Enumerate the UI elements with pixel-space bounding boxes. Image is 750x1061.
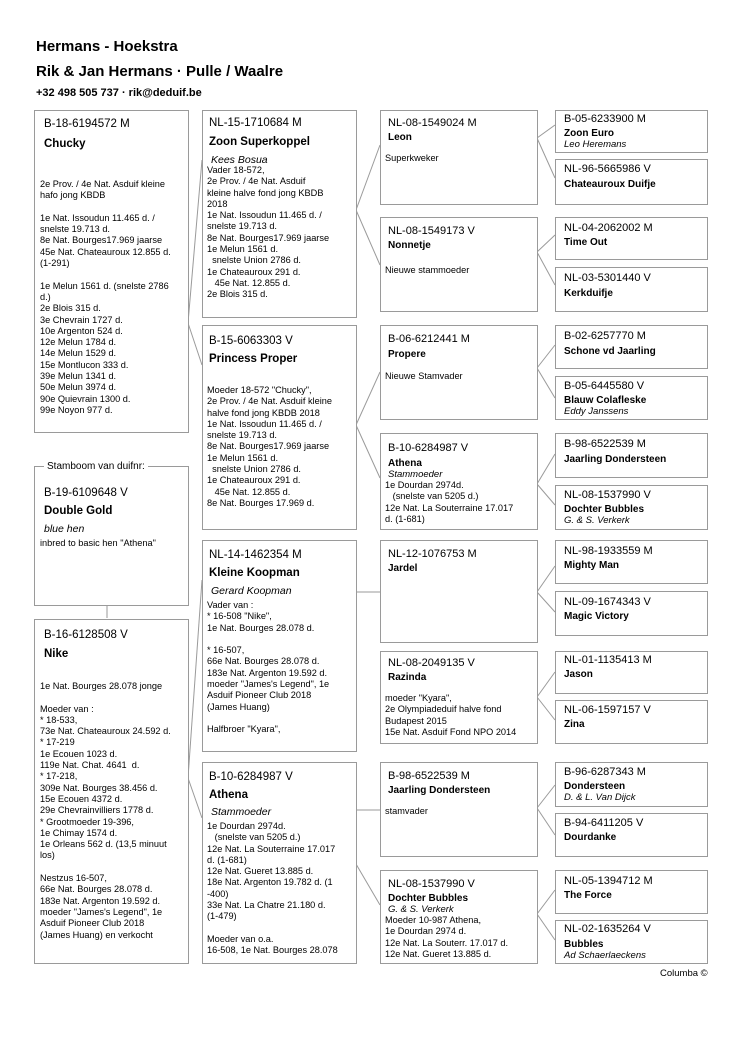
ring-number: NL-14-1462354 M (209, 549, 302, 561)
ring-number: NL-08-1549024 M (388, 117, 477, 129)
connector-line (537, 368, 555, 398)
stamboom-note: inbred to basic hen "Athena" (40, 538, 156, 548)
gen3-card[interactable] (555, 813, 708, 857)
pigeon-name: Nonnetje (388, 240, 431, 251)
pigeon-name: Dourdanke (564, 832, 617, 843)
ring-number: B-02-6257770 M (564, 330, 646, 342)
pigeon-name: Jaarling Dondersteen (564, 454, 667, 465)
stamboom-card[interactable] (34, 466, 189, 606)
connector-line (537, 914, 555, 940)
subject-name: Chucky (44, 138, 86, 150)
footer-credit: Columba © (660, 968, 708, 979)
pigeon-name: Razinda (388, 672, 427, 683)
pigeon-name: Zoon Euro (564, 128, 614, 139)
stamboom-ring-number: B-19-6109648 V (44, 487, 128, 499)
pigeon-name: Schone vd Jaarling (564, 346, 656, 357)
pigeon-results: Nieuwe Stamvader (385, 371, 463, 381)
connector-line (537, 235, 555, 252)
gen3-card[interactable] (555, 159, 708, 205)
subject-card[interactable] (34, 110, 189, 433)
page-subtitle: Rik & Jan Hermans · Pulle / Waalre (36, 63, 284, 80)
gen2-card[interactable] (380, 651, 538, 744)
breeder-name: Gerard Koopman (211, 585, 292, 597)
pigeon-name: Chateauroux Duifje (564, 179, 656, 190)
pigeon-name: Princess Proper (209, 353, 298, 365)
pigeon-results: Nieuwe stammoeder (385, 265, 470, 275)
pigeon-results: Superkweker (385, 153, 439, 163)
gen3-card[interactable] (555, 217, 708, 260)
breeder-name: Stammoeder (388, 469, 443, 480)
connector-line (188, 778, 202, 818)
pigeon-name: The Force (564, 890, 612, 901)
connector-line (537, 890, 555, 914)
ring-number: B-06-6212441 M (388, 333, 470, 345)
breeder-name: Stammoeder (211, 806, 272, 818)
gen2-card[interactable] (380, 110, 538, 205)
gen3-card[interactable] (555, 591, 708, 636)
connector-line (356, 864, 380, 905)
connector-line (537, 785, 555, 808)
pigeon-name: Kleine Koopman (209, 567, 300, 579)
pigeon-name: Athena (209, 789, 248, 801)
ring-number: NL-08-2049135 V (388, 657, 475, 669)
ring-number: NL-09-1674343 V (564, 596, 651, 608)
breeder-name: G. & S. Verkerk (564, 515, 630, 526)
pigeon-name: Jason (564, 669, 593, 680)
pigeon-name: Athena (388, 458, 422, 469)
pigeon-name: Kerkduifje (564, 288, 613, 299)
pigeon-results: 1e Dourdan 2974d. (snelste van 5205 d.) 12e Nat. La Souterraine 17.017 d. (1-681) 12e Nat. Gueret 13.885 d. 18e Nat. Argenton 19.782 d. (1 -400) 33e Nat. La Chatre 21.180 d. (1-479) Moeder van o.a. 16-508, 1e Nat. Bourges 28.078 (207, 821, 338, 956)
ring-number: NL-04-2062002 M (564, 222, 653, 234)
ring-number: B-98-6522539 M (564, 438, 646, 450)
breeder-name: Kees Bosua (211, 154, 268, 166)
ring-number: B-10-6284987 V (388, 442, 469, 454)
ring-number: B-10-6284987 V (209, 771, 293, 783)
breeder-name: D. & L. Van Dijck (564, 792, 636, 803)
connector-line (537, 484, 555, 505)
pigeon-name: Mighty Man (564, 560, 619, 571)
ring-number: NL-08-1549173 V (388, 225, 475, 237)
gen2-card[interactable] (380, 325, 538, 420)
gen3-card[interactable] (555, 433, 708, 478)
ring-number: NL-15-1710684 M (209, 117, 302, 129)
pigeon-name: Blauw Colafleske (564, 395, 647, 406)
ring-number: NL-01-1135413 M (564, 654, 652, 666)
connector-line (188, 160, 202, 323)
pigeon-name: Dondersteen (564, 781, 626, 792)
mother-ring-number: B-16-6128508 V (44, 629, 128, 641)
pigeon-name: Dochter Bubbles (564, 504, 645, 515)
connector-line (537, 697, 555, 720)
pigeon-results: Vader van : * 16-508 "Nike", 1e Nat. Bourges 28.078 d. * 16-507, 66e Nat. Bourges 28.078 d. 183e Nat. Argenton 19.592 d. moeder "James's Legend", 1e Asduif Pioneer Club 2018 (James Huang) Halfbroer "Kyara", (207, 600, 330, 735)
gen3-card[interactable] (555, 651, 708, 694)
connector-line (537, 345, 555, 368)
connector-line (537, 252, 555, 285)
connector-line (537, 808, 555, 835)
gen2-card[interactable] (380, 870, 538, 964)
breeder-name: G. & S. Verkerk (388, 904, 454, 915)
pigeon-name: Leon (388, 132, 412, 143)
connector-line (537, 592, 555, 612)
gen3-card[interactable] (555, 920, 708, 964)
stamboom-legend: Stamboom van duifnr: (44, 461, 148, 472)
connector-line (356, 145, 380, 210)
pigeon-name: Propere (388, 349, 426, 360)
pigeon-name: Zoon Superkoppel (209, 136, 310, 148)
pigeon-name: Jardel (388, 563, 418, 574)
ring-number: NL-96-5665986 V (564, 163, 651, 175)
connector-line (537, 454, 555, 484)
ring-number: B-05-6233900 M (564, 113, 646, 125)
gen2-card[interactable] (380, 762, 538, 857)
ring-number: B-05-6445580 V (564, 380, 645, 392)
gen3-card[interactable] (555, 267, 708, 312)
connector-line (537, 566, 555, 592)
stamboom-name: Double Gold (44, 505, 113, 517)
connector-line (537, 125, 555, 138)
pigeon-results: 1e Dourdan 2974d. (snelste van 5205 d.) 12e Nat. La Souterraine 17.017 d. (1-681) (385, 480, 514, 524)
mother-results: 1e Nat. Bourges 28.078 jonge Moeder van : * 18-533, 73e Nat. Chateauroux 24.592 d. * 17-219 1e Ecouen 1023 d. 119e Nat. Chat. 4641 d. * 17-218, 309e Nat. Bourges 38.456 d. 15e Ecouen 4372 d. 29e Chevrainvilliers 1778 d. * Grootmoeder 19-396, 1e Chimay 1574 d. 1e Orleans 562 d. (13,5 minuut los) Nestzus 16-507, 66e Nat. Bourges 28.078 d. 183e Nat. Argenton 19.592 d. moeder "James's Legend", 1e Asduif Pioneer Club 2018 (James Huang) en verkocht (40, 681, 171, 940)
ring-number: NL-05-1394712 M (564, 875, 653, 887)
pigeon-results: Moeder 10-987 Athena, 1e Dourdan 2974 d. 12e Nat. La Souterr. 17.017 d. 12e Nat. Gueret 13.885 d. (385, 915, 509, 959)
ring-number: NL-02-1635264 V (564, 923, 651, 935)
connector-line (537, 672, 555, 697)
connector-line (356, 372, 380, 425)
ring-number: NL-03-5301440 V (564, 272, 651, 284)
ring-number: NL-12-1076753 M (388, 548, 477, 560)
pigeon-name: Bubbles (564, 939, 604, 950)
ring-number: B-94-6411205 V (564, 817, 644, 829)
gen1-card[interactable] (202, 110, 357, 318)
gen2-card[interactable] (380, 217, 538, 312)
ring-number: NL-98-1933559 M (564, 545, 653, 557)
gen1-card[interactable] (202, 762, 357, 964)
mother-card[interactable] (34, 619, 189, 964)
pigeon-name: Magic Victory (564, 611, 629, 622)
subject-results: 2e Prov. / 4e Nat. Asduif kleine hafo jong KBDB 1e Nat. Issoudun 11.465 d. / snelste 19.713 d. 8e Nat. Bourges17.969 jaarse 45e Nat. Chateauroux 12.855 d. (1-291) 1e Melun 1561 d. (snelste 2786 d.) 2e Blois 315 d. 3e Chevrain 1727 d. 10e Argenton 524 d. 12e Melun 1784 d. 14e Melun 1529 d. 15e Montlucon 333 d. 39e Melun 1341 d. 50e Melun 3974 d. 90e Quievrain 1300 d. 99e Noyon 977 d. (40, 179, 171, 415)
gen3-card[interactable] (555, 762, 708, 807)
connector-line (356, 425, 380, 478)
gen3-card[interactable] (555, 325, 708, 369)
gen2-card[interactable] (380, 433, 538, 530)
connector-line (537, 138, 555, 178)
pigeon-name: Dochter Bubbles (388, 893, 469, 904)
ring-number: B-15-6063303 V (209, 335, 293, 347)
gen3-card[interactable] (555, 700, 708, 744)
page-title: Hermans - Hoekstra (36, 38, 178, 55)
pigeon-name: Jaarling Dondersteen (388, 785, 491, 796)
gen3-card[interactable] (555, 485, 708, 530)
gen1-card[interactable] (202, 540, 357, 752)
connector-line (188, 580, 202, 778)
ring-number: NL-08-1537990 V (388, 878, 475, 890)
contact-line: +32 498 505 737 · rik@deduif.be (36, 87, 202, 99)
breeder-name: Leo Heremans (564, 139, 627, 150)
pigeon-results: moeder "Kyara", 2e Olympiadeduif halve fond Budapest 2015 15e Nat. Asduif Fond NPO 2014 (385, 693, 517, 737)
ring-number: B-96-6287343 M (564, 766, 646, 778)
ring-number: NL-06-1597157 V (564, 704, 651, 716)
gen1-card[interactable] (202, 325, 357, 530)
gen3-card[interactable] (555, 376, 708, 420)
pigeon-results: Moeder 18-572 "Chucky", 2e Prov. / 4e Nat. Asduif kleine halve fond jong KBDB 2018 1e Nat. Issoudun 11.465 d. / snelste 19.713 d. 8e Nat. Bourges17.969 jaarse 1e Melun 1561 d. snelste Union 2786 d. 1e Chateauroux 291 d. 45e Nat. 12.855 d. 8e Nat. Bourges 17.969 d. (207, 385, 332, 508)
mother-name: Nike (44, 648, 69, 660)
ring-number: B-98-6522539 M (388, 770, 470, 782)
breeder-name: Ad Schaerlaeckens (564, 950, 646, 961)
gen3-card[interactable] (555, 110, 708, 153)
pigeon-results: stamvader (385, 806, 428, 816)
pigeon-name: Zina (564, 719, 585, 730)
gen3-card[interactable] (555, 540, 708, 584)
breeder-name: Eddy Janssens (564, 406, 629, 417)
subject-ring-number: B-18-6194572 M (44, 118, 130, 130)
connector-line (188, 323, 202, 365)
ring-number: NL-08-1537990 V (564, 489, 651, 501)
gen3-card[interactable] (555, 870, 708, 914)
pigeon-name: Time Out (564, 237, 608, 248)
stamboom-color: blue hen (44, 523, 85, 535)
pigeon-results: Vader 18-572, 2e Prov. / 4e Nat. Asduif kleine halve fond jong KBDB 2018 1e Nat. Issoudun 11.465 d. / snelste 19.713 d. 8e Nat. Bourges17.969 jaarse 1e Melun 1561 d. snelste Union 2786 d. 1e Chateauroux 291 d. 45e Nat. 12.855 d. 2e Blois 315 d. (207, 165, 330, 300)
connector-line (356, 210, 380, 265)
gen2-card[interactable] (380, 540, 538, 643)
